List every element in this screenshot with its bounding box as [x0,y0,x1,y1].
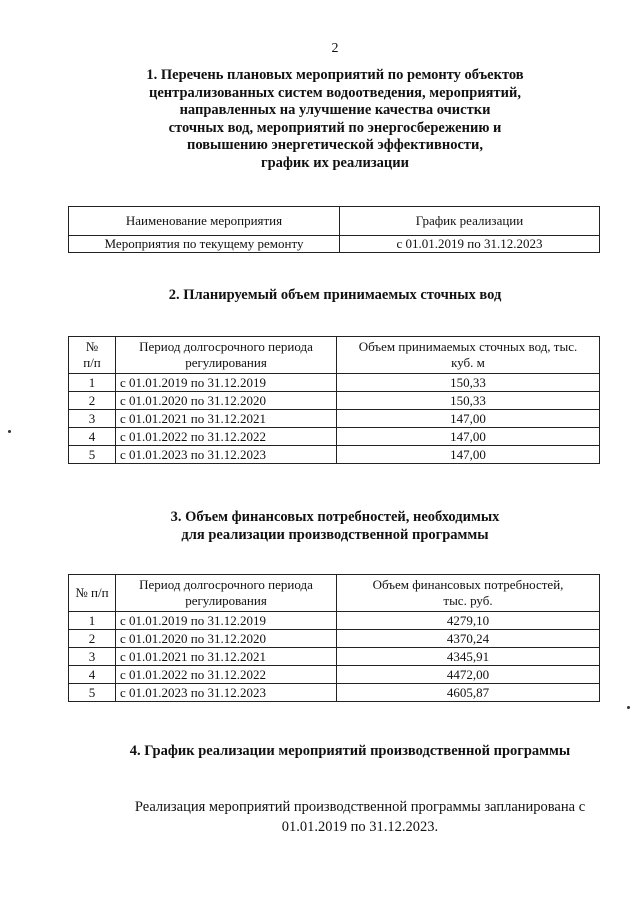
column-header: Объем принимаемых сточных вод, тыс. куб. м [337,337,600,374]
table-row [69,428,600,446]
wastewater-volume-table [68,336,600,464]
financial-needs-table [68,574,600,702]
table-row [69,666,600,684]
column-header: № п/п [69,337,116,374]
section4-title: 4. График реализации мероприятий производственной программы [129,743,571,759]
table-cell: с 01.01.2019 по 31.12.2019 [116,612,337,630]
table-cell: с 01.01.2022 по 31.12.2022 [116,428,337,446]
table-cell: 4370,24 [337,630,600,648]
scan-speck [8,430,11,433]
table-cell: Мероприятия по текущему ремонту [69,236,340,253]
table-cell: 2 [69,630,116,648]
table-row [69,630,600,648]
table-cell: с 01.01.2021 по 31.12.2021 [116,410,337,428]
page-number: 2 [331,41,339,56]
table-header-row [69,575,600,612]
table-cell: 147,00 [337,428,600,446]
table-cell: 5 [69,684,116,702]
section2-title: 2. Планируемый объем принимаемых сточных вод [168,287,502,303]
section1-title-line: повышению энергетической эффективности, [186,137,484,154]
table-cell: 1 [69,612,116,630]
scan-speck [627,706,630,709]
table-cell: с 01.01.2019 по 31.12.2019 [116,374,337,392]
table-cell: с 01.01.2023 по 31.12.2023 [116,446,337,464]
table-cell: 4 [69,428,116,446]
section1-title-line: сточных вод, мероприятий по энергосбережению и [168,119,502,136]
table-cell: 3 [69,648,116,666]
column-header: Период долгосрочного периода регулирования [116,575,337,612]
table-cell: с 01.01.2019 по 31.12.2023 [340,236,600,253]
table-row [69,612,600,630]
table-row [69,392,600,410]
activities-table [68,206,600,253]
table-cell: с 01.01.2020 по 31.12.2020 [116,392,337,410]
table-cell: 147,00 [337,410,600,428]
section1-title-line: график их реализации [260,154,409,171]
table-cell: с 01.01.2020 по 31.12.2020 [116,630,337,648]
column-header: Наименование мероприятия [69,207,340,236]
column-header: № п/п [69,575,116,612]
table-cell: 2 [69,392,116,410]
paragraph-line: Реализация мероприятий производственной программы запланирована с [134,799,586,815]
table-row [69,446,600,464]
table-cell: 4 [69,666,116,684]
table-cell: 4472,00 [337,666,600,684]
section3-title-line: для реализации производственной программы [181,526,489,543]
table-row [69,374,600,392]
table-cell: 150,33 [337,392,600,410]
section1-title-line: направленных на улучшение качества очистки [179,102,491,119]
table-cell: 3 [69,410,116,428]
column-header: График реализации [340,207,600,236]
section1-title-line: централизованных систем водоотведения, мероприятий, [149,84,521,101]
table-row [69,684,600,702]
section3-title [0,509,640,544]
implementation-paragraph [100,797,620,837]
table-cell: 1 [69,374,116,392]
table-cell: 4279,10 [337,612,600,630]
table-cell: 4605,87 [337,684,600,702]
paragraph-line: 01.01.2019 по 31.12.2023. [281,819,439,835]
table-cell: с 01.01.2023 по 31.12.2023 [116,684,337,702]
table-row [69,410,600,428]
table-header-row [69,337,600,374]
table-cell: 150,33 [337,374,600,392]
table-cell: с 01.01.2022 по 31.12.2022 [116,666,337,684]
section1-title [0,67,640,173]
column-header: Период долгосрочного периода регулирования [116,337,337,374]
table-cell: 147,00 [337,446,600,464]
table-header-row [69,207,600,236]
section3-title-line: 3. Объем финансовых потребностей, необходимых [170,509,500,525]
table-cell: 5 [69,446,116,464]
column-header: Объем финансовых потребностей, тыс. руб. [337,575,600,612]
table-row [69,236,600,253]
table-row [69,648,600,666]
section1-title-line: 1. Перечень плановых мероприятий по ремонту объектов [146,67,524,83]
table-cell: 4345,91 [337,648,600,666]
table-cell: с 01.01.2021 по 31.12.2021 [116,648,337,666]
